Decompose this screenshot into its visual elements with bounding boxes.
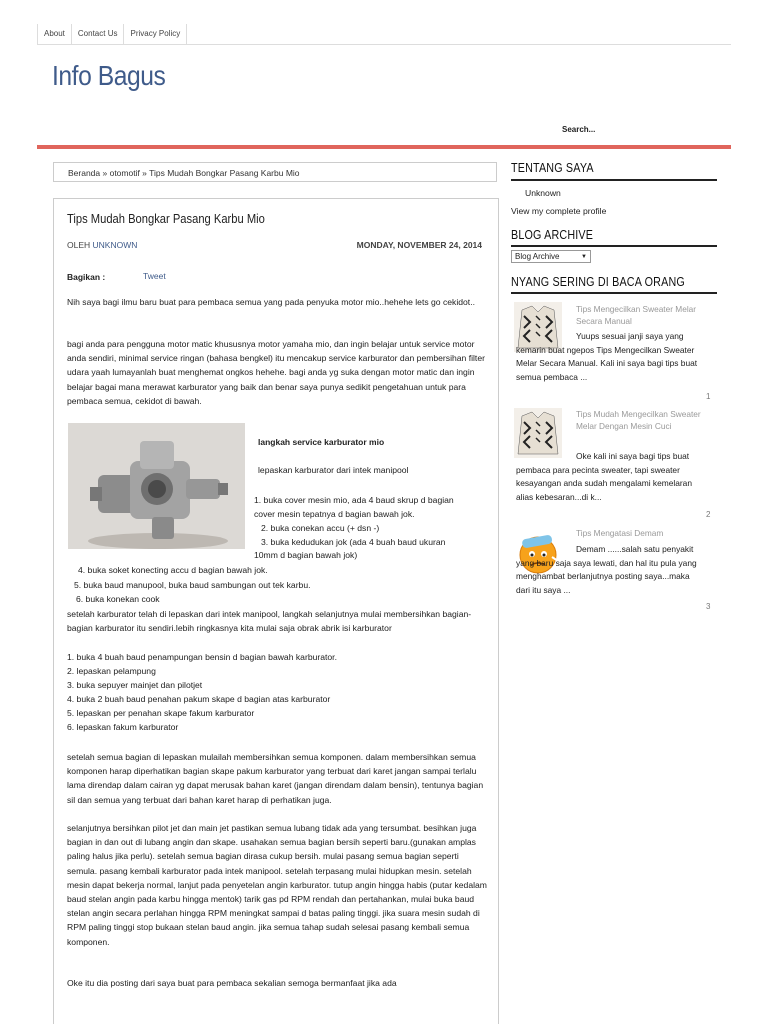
search-input[interactable]: Search... [562, 125, 596, 134]
post-byline [67, 240, 137, 250]
archive-select-value: Blog Archive [515, 252, 560, 261]
step-line: 10mm d bagian bawah jok) [254, 550, 358, 560]
sidebar-rule [511, 292, 717, 294]
popular-title: NYANG SERING DI BACA ORANG [511, 275, 685, 289]
site-title[interactable]: Info Bagus [52, 60, 166, 91]
paragraph-4: setelah semua bagian di lepaskan mulailah membersihkan semua komponen. dalam membersihkan semua komponen harap diperhatikan bagian skape pakum karburator yang terbuat dari karet jangan sampai terlalu lama direndap dalam cairan yg dapat merusak bahan karet (jangan direndam dalam bensin), tentunya bagian sil dan semua yang terbuat dari bahan karet harap di perhatikan juga. [67, 752, 484, 805]
carburetor-photo [68, 423, 245, 549]
step-line: 4. buka soket konecting accu d bagian bawah jok. [78, 565, 268, 575]
by-label: OLEH [67, 240, 91, 250]
post-date: MONDAY, NOVEMBER 24, 2014 [356, 240, 482, 250]
popular-post-link[interactable]: Tips Mudah Mengecilkan Sweater Melar Dengan Mesin Cuci [576, 409, 701, 431]
header-accent-bar [37, 145, 731, 149]
list-item: 2. lepaskan pelampung [67, 666, 156, 676]
popular-post-desc: Yuups sesuai janji saya yang kemarin buat ngepos Tips Mengecilkan Sweater Melar Secara Manual. Kali ini saya bagi tips buat semua pembaca ... [516, 331, 698, 382]
top-nav [37, 24, 187, 44]
popular-post-desc: Demam ......salah satu penyakit yang baru saja saya lewati, dan hal itu pula yang menghambat berlanjutnya posting saya...maka dari itu saya ... [516, 544, 697, 595]
paragraph-3: setelah karburator telah di lepaskan dari intek manipool, langkah selanjutnya mulai membersihkan bagian-bagian karburator itu sendiri.lebih ringkasnya kita mulai saja obrak abrik isi karburator [67, 609, 472, 634]
breadcrumb[interactable]: Beranda » otomotif » Tips Mudah Bongkar Pasang Karbu Mio [53, 162, 497, 182]
tweet-button[interactable]: Tweet [143, 271, 166, 281]
archive-title: BLOG ARCHIVE [511, 228, 594, 242]
step-line: 2. buka conekan accu (+ dsn -) [261, 523, 380, 533]
paragraph-5: selanjutnya bersihkan pilot jet dan main jet pastikan semua lubang tidak ada yang tersumbat. besihkan juga bagian in dan out di lubang angin dan skape. usahakan semua bagian bersih seperti baru.(gunakan amplas paling halus jika perlu). setelah semua bagian dirasa cukup bersih. mulai pasang semua bagian seperti semula. pasang kembali karburator pada intek manipool. setelah terpasang mulai hidupkan mesin. setelah mesin dapat bekerja normal, lanjut pada penyetelan angin karburator. tutup angin hingga habis (putar kedalam baud stelan angin pada karbu hingga mentok) tarik gas pd RPM rendah dan pertahankan, mulai buka baud stelan angin secara perlahan hingga RPM meningkat sampai d batas paling tinggi. jika suara mesin sudah di RPM paling tinggi stop bukaan stelan baud angin. jika semua tahap sudah selesai pasang kembali semua komponen. [67, 823, 487, 947]
sidebar-rule [511, 245, 717, 247]
nav-privacy[interactable]: Privacy Policy [124, 24, 187, 44]
archive-select[interactable] [511, 250, 591, 263]
list-item: 6. lepaskan fakum karburator [67, 722, 179, 732]
step-line: 6. buka konekan cook [76, 594, 160, 604]
share-label: Bagikan : [67, 272, 106, 282]
list-item: 4. buka 2 buah baud penahan pakum skape d bagian atas karburator [67, 694, 331, 704]
step-line: cover mesin tepatnya d bagian bawah jok. [254, 509, 415, 519]
top-divider [37, 44, 731, 45]
popular-post-desc: Oke kali ini saya bagi tips buat pembaca para pecinta sweater, tapi sweater kesayangan anda sudah mengalami kemelaran alias kebesaran...di k... [516, 451, 692, 502]
steps-intro: lepaskan karburator dari intek manipool [258, 465, 409, 475]
popular-rank: 1 [706, 392, 711, 401]
step-line: 1. buka cover mesin mio, ada 4 baud skrup d bagian [254, 495, 454, 505]
about-title: TENTANG SAYA [511, 161, 594, 175]
list-item: 1. buka 4 buah baud penampungan bensin d bagian bawah karburator. [67, 652, 337, 662]
popular-rank: 3 [706, 602, 711, 611]
step-line: 3. buka kedudukan jok (ada 4 buah baud ukuran [261, 537, 446, 547]
post-title: Tips Mudah Bongkar Pasang Karbu Mio [67, 211, 265, 226]
nav-about[interactable]: About [38, 24, 72, 44]
step-line: 5. buka baud manupool, buka baud sambungan out tek karbu. [74, 580, 311, 590]
chevron-down-icon: ▼ [581, 253, 587, 260]
popular-post-link[interactable]: Tips Mengecilkan Sweater Melar Secara Manual [576, 304, 697, 326]
view-profile-link[interactable]: View my complete profile [511, 206, 607, 216]
list-item: 3. buka sepuyer mainjet dan pilotjet [67, 680, 203, 690]
popular-post-link[interactable]: Tips Mengatasi Demam [576, 528, 664, 538]
author-link[interactable]: UNKNOWN [92, 240, 138, 250]
profile-name[interactable]: Unknown [525, 188, 561, 198]
paragraph-intro-2: bagi anda para pengguna motor matic khususnya motor yamaha mio, dan ingin belajar untuk service motor anda sendiri, minimal service ringan (bahasa bengkel) itu mencakup service karburator dan pembersihan filter udara yaah lumayanlah buat menghemat ongkos hehehe. bagi anda yg suka dengan motor matic dan ingin belajar bagai mana merawat karburator yang baik dan benar saya punya sedikit pengetahuan untuk para pembaca semua, cekidot di bawah. [67, 339, 485, 406]
nav-contact[interactable]: Contact Us [72, 24, 125, 44]
post-container [53, 198, 499, 1024]
steps-title: langkah service karburator mio [258, 437, 385, 447]
paragraph-6: Oke itu dia posting dari saya buat para pembaca sekalian semoga bermanfaat jika ada [67, 978, 397, 988]
popular-rank: 2 [706, 510, 711, 519]
list-item: 5. lepaskan per penahan skape fakum karburator [67, 708, 255, 718]
sidebar-rule [511, 179, 717, 181]
paragraph-intro-1: Nih saya bagi ilmu baru buat para pembaca semua yang pada penyuka motor mio..hehehe lets go cekidot.. [67, 297, 475, 307]
